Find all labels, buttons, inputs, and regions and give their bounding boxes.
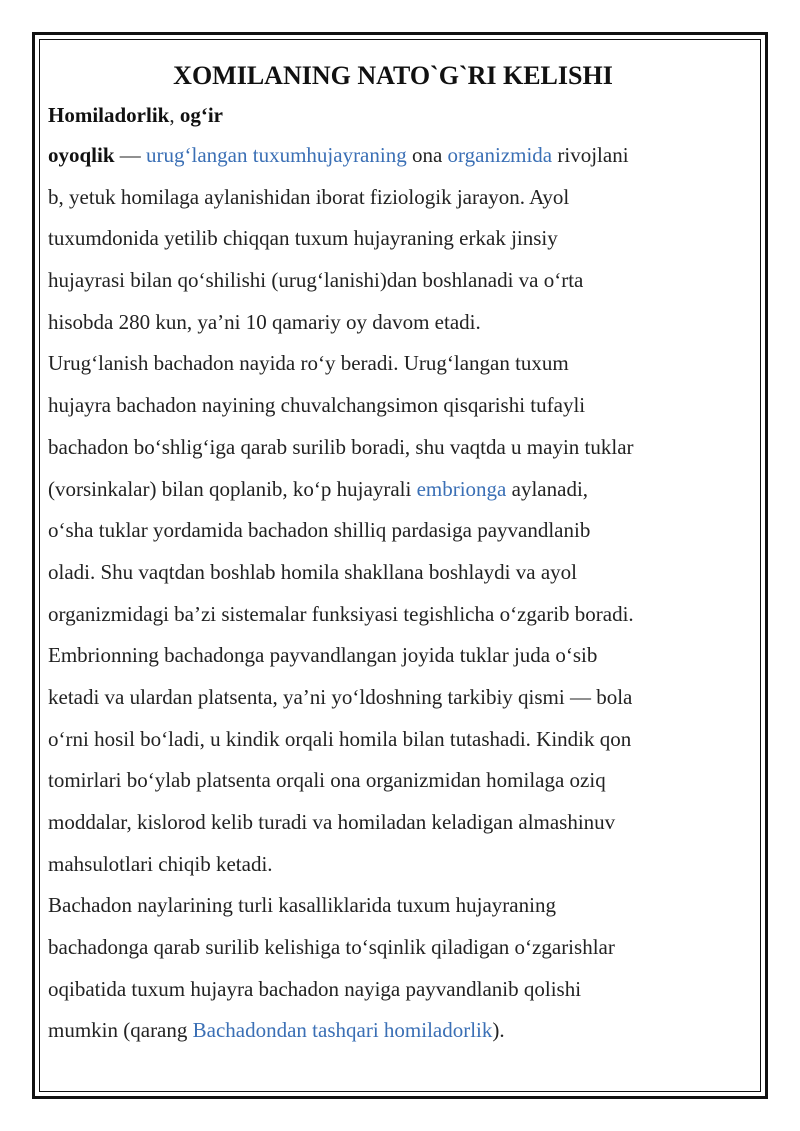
- link-organizmida[interactable]: organizmida: [447, 143, 553, 167]
- paragraph-line: Homiladorlik, og‘ir: [48, 103, 224, 127]
- paragraph-line: o‘rni hosil bo‘ladi, u kindik orqali homila bilan tutashadi. Kindik qon: [48, 726, 632, 751]
- link-urug-langan-tuxumhujayraning[interactable]: urug‘langan tuxumhujayraning: [146, 143, 407, 167]
- term-bold: oyoqlik: [48, 143, 115, 167]
- paragraph-line: oladi. Shu vaqtdan boshlab homila shakllana boshlaydi va ayol: [48, 559, 577, 584]
- paragraph-line: tuxumdonida yetilib chiqqan tuxum hujayraning erkak jinsiy: [48, 226, 558, 251]
- paragraph-line: organizmidagi ba’zi sistemalar funksiyasi tegishlicha o‘zgarib boradi.: [48, 601, 634, 626]
- document-title: XOMILANING NATO`G`RI KELISHI: [173, 61, 613, 90]
- paragraph-line: bachadon bo‘shlig‘iga qarab surilib boradi, shu vaqtda u mayin tuklar: [48, 434, 634, 459]
- link-bachadondan-tashqari-homiladorlik[interactable]: Bachadondan tashqari homiladorlik: [192, 1018, 493, 1043]
- term-bold: Homiladorlik: [48, 103, 170, 127]
- paragraph-line: oyoqlik — urug‘langan tuxumhujayraning ona organizmida rivojlani: [48, 143, 629, 167]
- paragraph-line: b, yetuk homilaga aylanishidan iborat fiziologik jarayon. Ayol: [48, 184, 570, 209]
- paragraph-line: hujayrasi bilan qo‘shilishi (urug‘lanishi)dan boshlanadi va o‘rta: [48, 268, 584, 293]
- paragraph-line: mumkin (qarang Bachadondan tashqari homiladorlik).: [48, 1018, 505, 1043]
- paragraph-line: ketadi va ulardan platsenta, ya’ni yo‘ldoshning tarkibiy qismi — bola: [48, 684, 633, 709]
- paragraph-line: hisobda 280 kun, ya’ni 10 qamariy oy davom etadi.: [48, 309, 481, 334]
- paragraph-line: Bachadon naylarining turli kasalliklarida tuxum hujayraning: [48, 893, 556, 918]
- paragraph-line: o‘sha tuklar yordamida bachadon shilliq pardasiga payvandlanib: [48, 518, 591, 543]
- document-body: [48, 56, 738, 1052]
- paragraph-line: oqibatida tuxum hujayra bachadon nayiga payvandlanib qolishi: [48, 976, 582, 1001]
- paragraph-line: hujayra bachadon nayining chuvalchangsimon qisqarishi tufayli: [48, 393, 586, 418]
- paragraph-line: moddalar, kislorod kelib turadi va homiladan keladigan almashinuv: [48, 810, 616, 834]
- term-bold: og‘ir: [179, 103, 224, 127]
- paragraph-line: mahsulotlari chiqib ketadi.: [48, 851, 273, 876]
- paragraph-line: tomirlari bo‘ylab platsenta orqali ona organizmidan homilaga oziq: [48, 768, 606, 793]
- paragraph-line: bachadonga qarab surilib kelishiga to‘sqinlik qiladigan o‘zgarishlar: [48, 935, 615, 960]
- paragraph-line: Embrionning bachadonga payvandlangan joyida tuklar juda o‘sib: [48, 643, 598, 668]
- paragraph-line: Urug‘lanish bachadon nayida ro‘y beradi. Urug‘langan tuxum: [48, 351, 569, 376]
- paragraph-line: (vorsinkalar) bilan qoplanib, ko‘p hujayrali embrionga aylanadi,: [48, 476, 589, 501]
- link-embrionga[interactable]: embrionga: [416, 476, 507, 501]
